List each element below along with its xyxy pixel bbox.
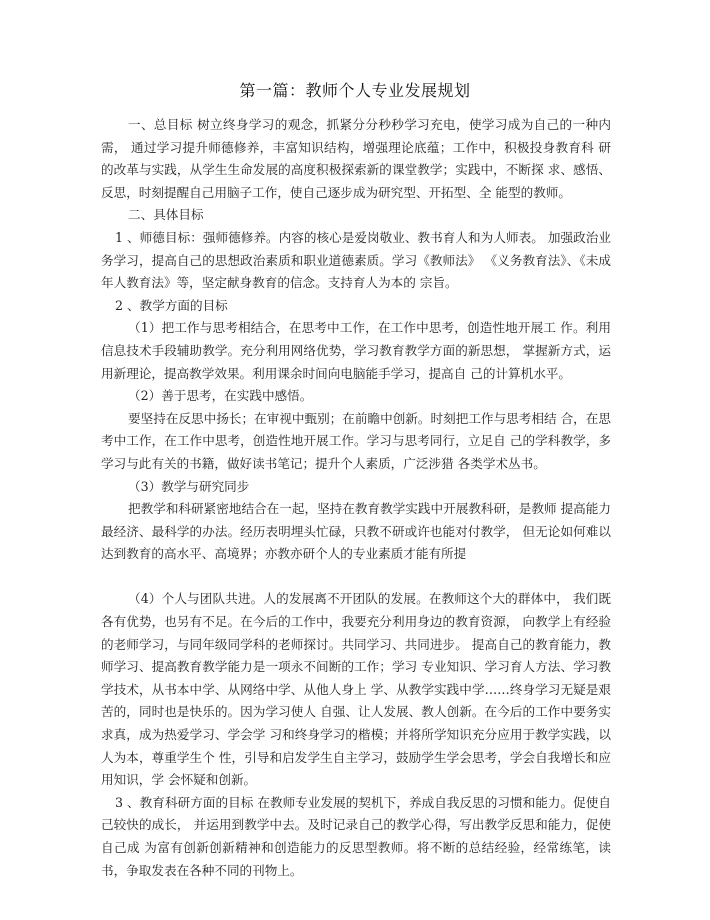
heading-teaching-item-2: （2）善于思考，在实践中感悟。 <box>128 388 313 404</box>
paragraph-gap <box>101 566 611 589</box>
document-body <box>101 114 611 882</box>
paragraph-teaching-research: 把教学和科研紧密地结合在一起，坚持在教育教学实践中开展教科研，是教师 提高能力最经济、最科学的办法。经历表明埋头忙碌，只教不研或许也能对付教学， 但无论如何难以达到教育的高水平、高境界；亦教亦研个人的专业素质才能有所提 <box>101 501 611 562</box>
paragraph-teaching-item-1: （1）把工作与思考相结合，在思考中工作，在工作中思考，创造性地开展工 作。利用信息技术手段辅助教学。充分利用网络优势，学习教育教学方面的新思想， 掌握新方式，运用新理论，提高教学效果。利用课余时间向电脑能手学习，提高自 己的计算机水平。 <box>101 320 611 381</box>
paragraph-general-goal: 一、总目标 树立终身学习的观念，抓紧分分秒秒学习充电，使学习成为自己的一种内需， 通过学习提升师德修养，丰富知识结构，增强理论底蕴；工作中，积极投身教育科 研的改革与实践，从学生生命发展的高度积极探索新的课堂教学；实践中，不断探 求、感悟、反思，时刻提醒自己用脑子工作，使自己逐步成为研究型、开拓型、全 能型的教师。 <box>101 117 611 200</box>
paragraph-research-goal: 3 、教育科研方面的目标 在教师专业发展的契机下，养成自我反思的习惯和能力。促使自己较快的成长， 并运用到教学中去。及时记录自己的教学心得，写出教学反思和能力，促使自己成 为富有创新创新精神和创造能力的反思型教师。将不断的总结经验，经常练笔，读书，争取发表在各种不同的刊物上。 <box>101 794 611 878</box>
paragraph-ethics-goal: 1 、师德目标：强师德修养。内容的核心是爱岗敬业、教书育人和为人师表。 加强政治业务学习，提高自己的思想政治素质和职业道德素质。学习《教师法》 《义务教育法》、《未成年人教育法》等，坚定献身教育的信念。支持育人为本的 宗旨。 <box>101 229 611 291</box>
paragraph-teaching-item-4: （4）个人与团队共进。人的发展离不开团队的发展。在教师这个大的群体中， 我们既各有优势，也另有不足。在今后的工作中，我要充分利用身边的教育资源， 向教学上有经验的老师学习，与同年级同学科的老师探讨。共同学习、共同进步。 提高自己的教育能力，教师学习、提高教育教学能力是一项永不间断的工作；学习 专业知识、学习育人方法、学习教学技术，从书本中学、从网络中学、从他人身上 学、从教学实践中学……终身学习无疑是艰苦的，同时也是快乐的。因为学习使人 自强、让人发展、教人创新。在今后的工作中要务实求真，成为热爱学习、学会学 习和终身学习的楷模；并将所学知识充分应用于教学实践，以人为本，尊重学生个 性，引导和启发学生自主学习，鼓励学生学会思考，学会自我增长和应用知识，学 会怀疑和创新。 <box>101 591 611 788</box>
heading-specific-goals: 二、具体目标 <box>128 207 204 223</box>
page-title: 第一篇：教师个人专业发展规划 <box>239 81 471 100</box>
heading-teaching-goals: 2 、教学方面的目标 <box>115 297 228 313</box>
heading-teaching-item-3: （3）教学与研究同步 <box>128 478 250 494</box>
paragraph-reflection: 要坚持在反思中扬长；在审视中甄别；在前瞻中创新。时刻把工作与思考相结 合，在思考中工作，在工作中思考，创造性地开展工作。学习与思考同行，立足自 己的学科教学，多学习与此有关的书籍，做好读书笔记；提升个人素质，广泛涉猎 各类学术丛书。 <box>101 410 611 471</box>
